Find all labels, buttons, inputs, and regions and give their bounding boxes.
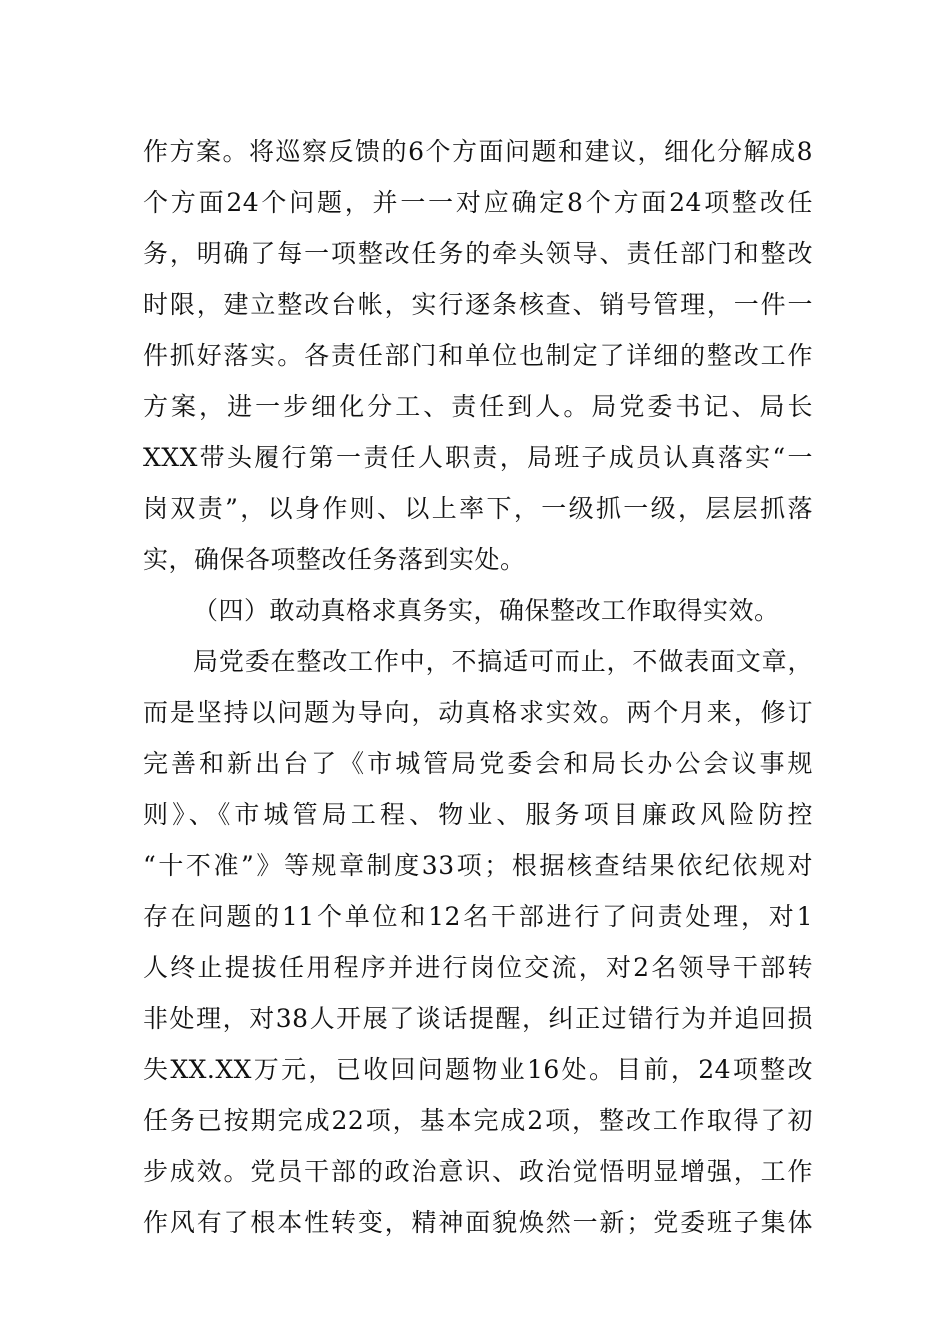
text-line: 任务已按期完成22项，基本完成2项，整改工作取得了初 [143,1106,813,1135]
text-line: 实，确保各项整改任务落到实处。 [143,545,526,574]
text-line: 而是坚持以问题为导向，动真格求实效。两个月来，修订 [143,698,813,727]
text-line: 存在问题的11个单位和12名干部进行了问责处理，对1 [143,902,813,931]
paragraph-first-line: 局党委在整改工作中，不搞适可而止，不做表面文章， [193,647,813,676]
text-line: 方案，进一步细化分工、责任到人。局党委书记、局长 [143,392,813,421]
text-line: 失XX.XX万元，已收回问题物业16处。目前，24项整改 [143,1055,813,1084]
text-line: 人终止提拔任用程序并进行岗位交流，对2名领导干部转 [143,953,813,982]
text-line: 步成效。党员干部的政治意识、政治觉悟明显增强，工作 [143,1157,813,1186]
text-line: XXX带头履行第一责任人职责，局班子成员认真落实“一 [143,443,813,472]
text-line: 件抓好落实。各责任部门和单位也制定了详细的整改工作 [143,341,813,370]
text-line: 完善和新出台了《市城管局党委会和局长办公会议事规 [143,749,813,778]
text-line: 非处理，对38人开展了谈话提醒，纠正过错行为并追回损 [143,1004,813,1033]
text-line: 时限，建立整改台帐，实行逐条核查、销号管理，一件一 [143,290,813,319]
text-line: 则》、《市城管局工程、物业、服务项目廉政风险防控 [143,800,813,829]
text-line: 岗双责”，以身作则、以上率下，一级抓一级，层层抓落 [143,494,813,523]
text-line: “十不准”》等规章制度33项；根据核查结果依纪依规对 [143,851,813,880]
text-line: 务，明确了每一项整改任务的牵头领导、责任部门和整改 [143,239,813,268]
section-heading: （四）敢动真格求真务实，确保整改工作取得实效。 [193,596,780,625]
text-line: 作方案。将巡察反馈的6个方面问题和建议，细化分解成8 [143,137,813,166]
text-line: 作风有了根本性转变，精神面貌焕然一新；党委班子集体 [143,1208,813,1237]
text-line: 个方面24个问题，并一一对应确定8个方面24项整改任 [143,188,813,217]
